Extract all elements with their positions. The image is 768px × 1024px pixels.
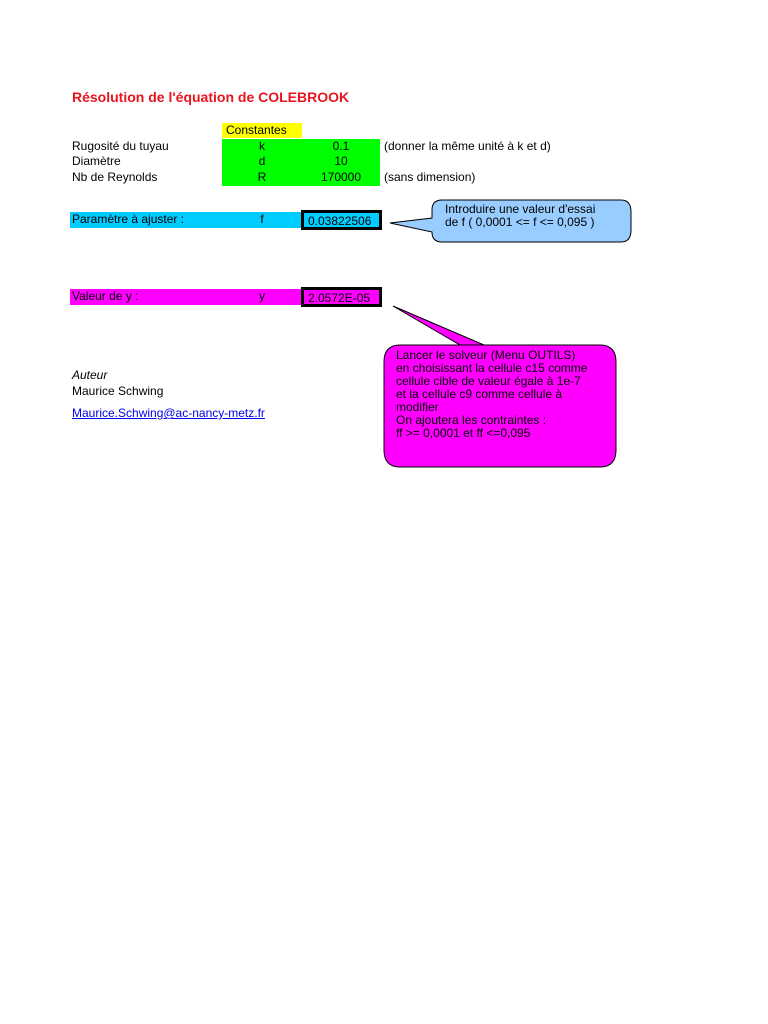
constants-header: Constantes [222, 123, 302, 138]
callout-2-line-6: On ajoutera les contraintes : [396, 413, 547, 427]
row-label-reynolds: Nb de Reynolds [72, 170, 158, 184]
callout-2-line-1: Lancer le solveur (Menu OUTILS) [396, 348, 576, 362]
row-label-roughness: Rugosité du tuyau [72, 139, 169, 153]
callout-2-text [396, 349, 587, 440]
row-value-r[interactable]: 170000 [320, 170, 362, 184]
callout-1-text [445, 203, 595, 229]
page-title: Résolution de l'équation de COLEBROOK [72, 89, 350, 105]
param-value-cell[interactable]: 0.03822506 [301, 210, 382, 230]
callout-2-line-5: modifier [396, 400, 439, 414]
author-email-link[interactable]: Maurice.Schwing@ac-nancy-metz.fr [72, 406, 265, 420]
callout-2-line-7: ff >= 0,0001 et ff <=0,095 [396, 426, 531, 440]
row-symbol-d[interactable]: d [258, 154, 266, 168]
author-name: Maurice Schwing [72, 384, 164, 398]
row-note-dimensionless: (sans dimension) [384, 170, 476, 184]
author-heading: Auteur [72, 368, 108, 382]
row-value-k[interactable]: 0.1 [332, 139, 350, 153]
row-note-units: (donner la même unité à k et d) [384, 139, 551, 153]
row-label-diameter: Diamètre [72, 154, 121, 168]
callout-2-line-2: en choisissant la cellule c15 comme [396, 361, 588, 375]
y-symbol: y [259, 289, 265, 303]
callout-2-line-3: cellule cible de valeur égale à 1e-7 [396, 374, 581, 388]
row-symbol-r[interactable]: R [257, 170, 267, 184]
callout-1-line-2: de f ( 0,0001 <= f <= 0,095 ) [445, 215, 595, 229]
row-value-d[interactable]: 10 [334, 154, 348, 168]
callout-1-line-1: Introduire une valeur d'essai [445, 202, 596, 216]
y-label: Valeur de y : [72, 289, 139, 303]
param-symbol[interactable]: f [260, 212, 264, 226]
y-value-cell[interactable]: 2.0572E-05 [301, 287, 382, 307]
callout-2-line-4: et la cellule c9 comme cellule à [396, 387, 563, 401]
row-symbol-k[interactable]: k [259, 139, 265, 153]
param-label: Paramètre à ajuster : [72, 212, 185, 226]
